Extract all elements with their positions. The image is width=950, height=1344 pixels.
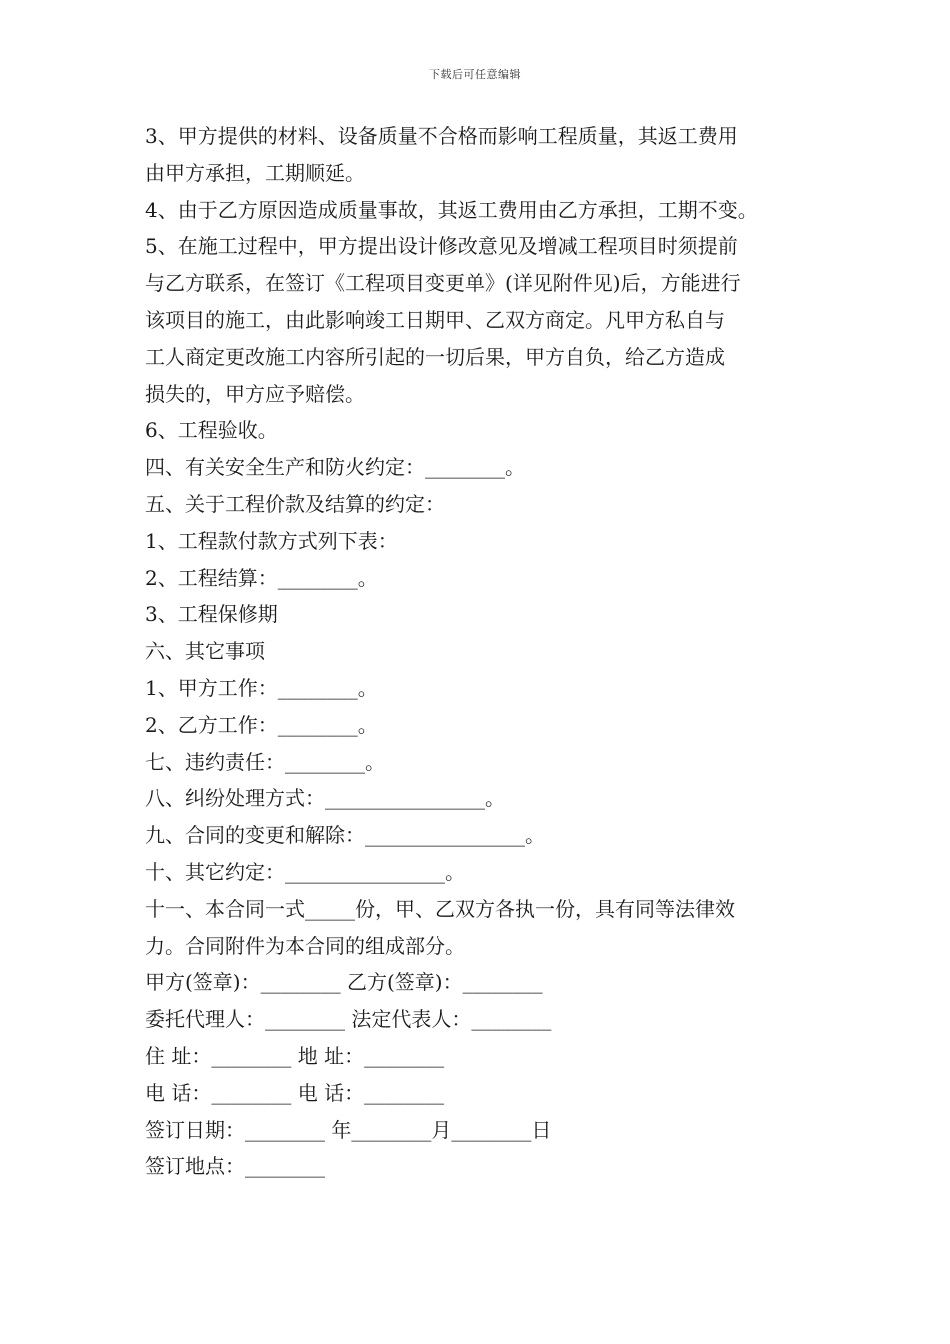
signing-place-line: 签订地点：________ [145,1154,325,1179]
paragraph-line: 5、在施工过程中，甲方提出设计修改意见及增减工程项目时须提前 [145,234,738,259]
address-line: 住 址：________ 地 址：________ [145,1043,445,1068]
paragraph-line: 十一、本合同一式_____份，甲、乙双方各执一份，具有同等法律效 [145,896,735,921]
section-heading-liability: 七、违约责任：________。 [145,749,385,774]
payment-item-warranty: 3、工程保修期 [145,602,278,627]
signature-line: 甲方(签章)：________ 乙方(签章)：________ [145,970,543,995]
paragraph-line: 该项目的施工，由此影响竣工日期甲、乙双方商定。凡甲方私自与 [145,307,725,332]
paragraph-line: 4、由于乙方原因造成质量事故，其返工费用由乙方承担，工期不变。 [145,197,758,222]
party-a-work: 1、甲方工作：________。 [145,675,378,700]
paragraph-line: 3、甲方提供的材料、设备质量不合格而影响工程质量，其返工费用 [145,124,738,148]
party-b-work: 2、乙方工作：________。 [145,712,378,737]
phone-line: 电 话：________ 电 话：________ [145,1080,445,1105]
section-heading-safety: 四、有关安全生产和防火约定：________。 [145,455,525,480]
section-heading-other-agreement: 十、其它约定：________________。 [145,859,465,884]
section-heading-dispute: 八、纠纷处理方式：________________。 [145,786,505,811]
paragraph-line: 工人商定更改施工内容所引起的一切后果，甲方自负，给乙方造成 [145,344,725,369]
section-item-acceptance: 6、工程验收。 [145,418,278,443]
section-heading-payment: 五、关于工程价款及结算的约定： [145,491,445,516]
agent-line: 委托代理人：________ 法定代表人：________ [145,1007,552,1032]
document-body [145,118,825,1185]
payment-item-settlement: 2、工程结算：________。 [145,565,378,590]
paragraph-line: 由甲方承担，工期顺延。 [145,160,365,185]
section-heading-other-matters: 六、其它事项 [145,639,265,664]
signing-date-line: 签订日期：________ 年________月________日 [145,1117,552,1142]
paragraph-line: 力。合同附件为本合同的组成部分。 [145,933,465,958]
page-header: 下载后可任意编辑 [429,68,521,81]
paragraph-line: 与乙方联系，在签订《工程项目变更单》(详见附件见)后，方能进行 [145,271,741,296]
section-heading-amendment: 九、合同的变更和解除：________________。 [145,823,545,848]
paragraph-line: 损失的，甲方应予赔偿。 [145,381,365,406]
payment-item-method: 1、工程款付款方式列下表： [145,528,398,553]
